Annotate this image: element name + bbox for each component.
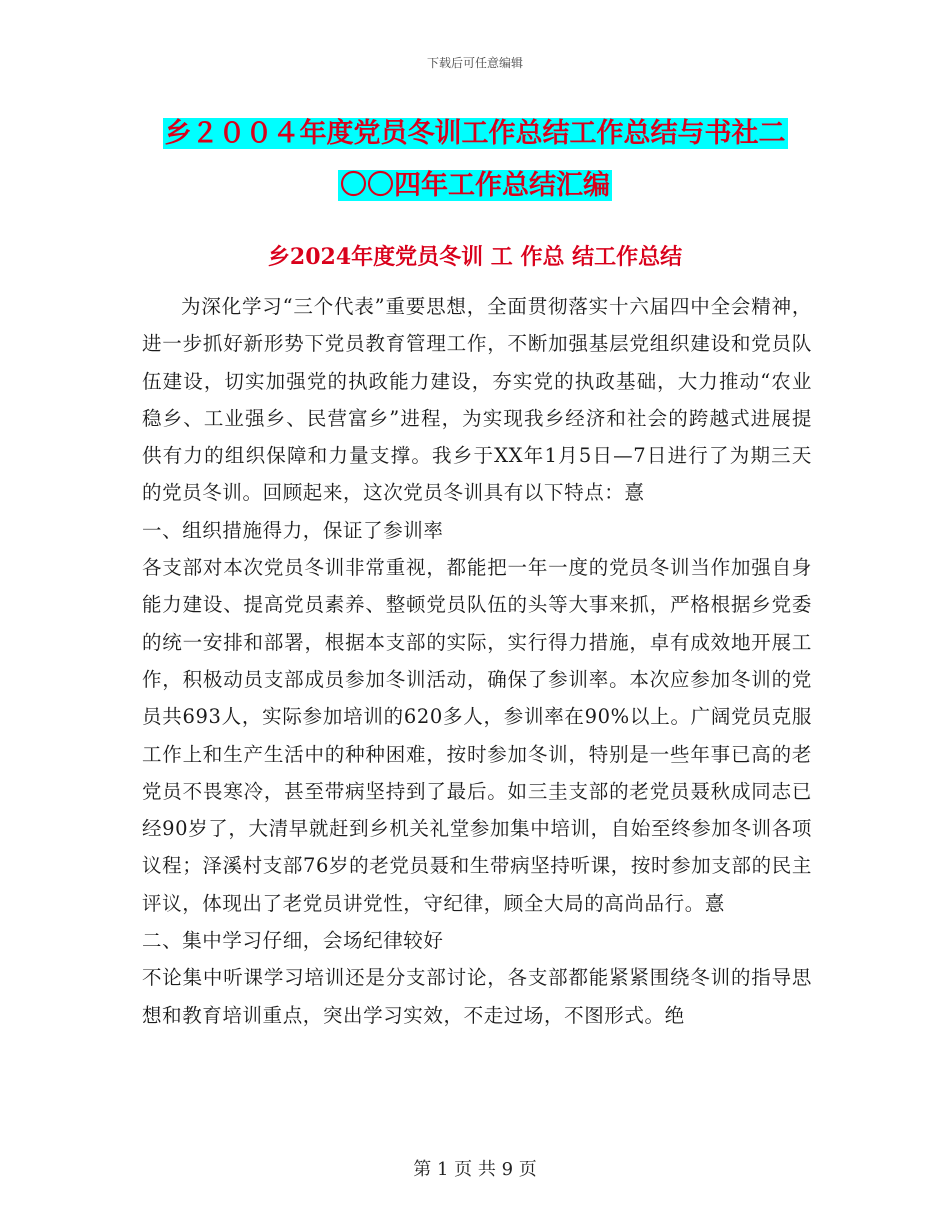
- title-line-1: 乡２００４年度党员冬训工作总结工作总结与书社二: [164, 118, 786, 149]
- section-heading-1: 一、组织措施得力，保证了参训率: [142, 518, 444, 542]
- section-title: 乡2024年度党员冬训 工 作总 结工作总结: [267, 244, 683, 270]
- section-heading-2: 二、集中学习仔细，会场纪律较好: [142, 929, 444, 953]
- header-note: 下载后可任意编辑: [426, 56, 523, 70]
- page-footer: 第 1 页 共 9 页: [413, 1159, 537, 1180]
- document-body: [142, 288, 812, 1034]
- paragraph-section-1: 各支部对本次党员冬训非常重视，都能把一年一度的党员冬训当作加强自身能力建设、提高党员素养、整顿党员队伍的头等大事来抓，严格根据乡党委的统一安排和部署，根据本支部的实际，实行得力措施，卓有成效地开展工作，积极动员支部成员参加冬训活动，确保了参训率。本次应参加冬训的党员共693人，实际参加培训的620多人，参训率在90%以上。广阔党员克服工作上和生产生活中的种种困难，按时参加冬训，特别是一些年事已高的老党员不畏寒冷，甚至带病坚持到了最后。如三圭支部的老党员聂秋成同志已经90岁了，大清早就赶到乡机关礼堂参加集中培训，自始至终参加冬训各项议程；泽溪村支部76岁的老党员聂和生带病坚持听课，按时参加支部的民主评议，体现出了老党员讲党性，守纪律，顾全大局的高尚品行。憙: [142, 556, 812, 915]
- paragraph-section-2: 不论集中听课学习培训还是分支部讨论，各支部都能紧紧围绕冬训的指导思想和教育培训重点，突出学习实效，不走过场，不图形式。绝: [142, 966, 812, 1027]
- paragraph-intro: 为深化学习“三个代表”重要思想，全面贯彻落实十六届四中全会精神，进一步抓好新形势下党员教育管理工作，不断加强基层党组织建设和党员队伍建设，切实加强党的执政能力建设，夯实党的执政基础，大力推动“农业稳乡、工业强乡、民营富乡”进程，为实现我乡经济和社会的跨越式进展提供有力的组织保障和力量支撑。我乡于XX年1月5日—7日进行了为期三天的党员冬训。回顾起来，这次党员冬训具有以下特点：憙: [142, 295, 812, 505]
- title-line-2: 〇〇四年工作总结汇编: [340, 170, 610, 201]
- document-title: [150, 108, 800, 212]
